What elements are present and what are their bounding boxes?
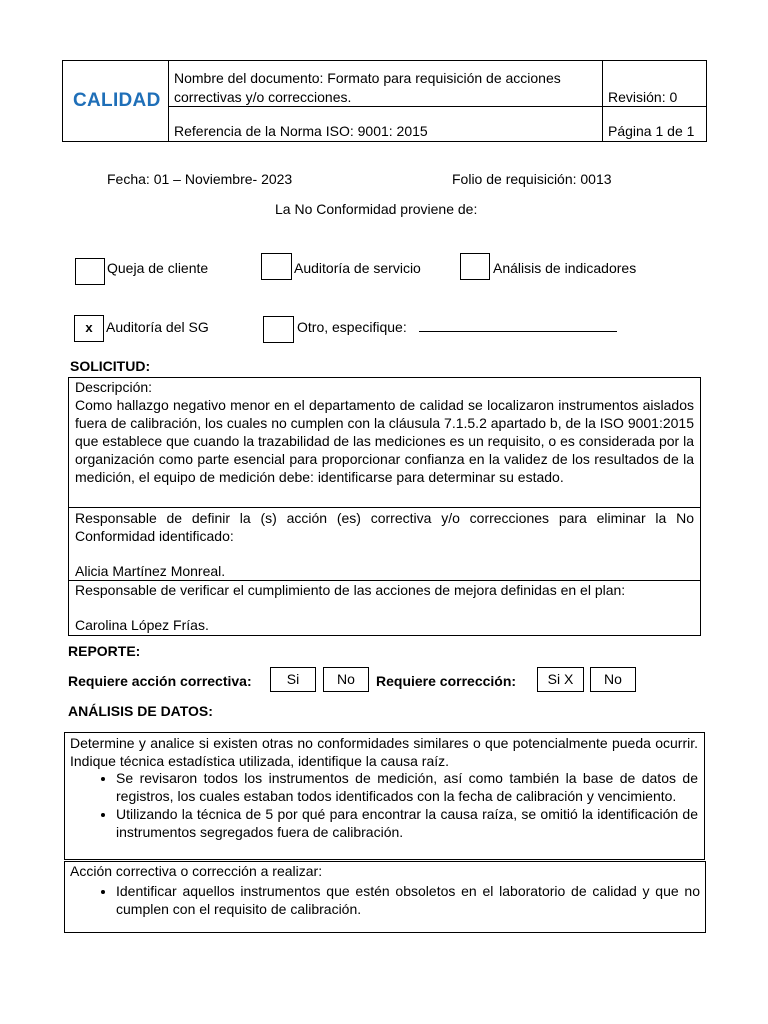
correccion-label: Requiere corrección: xyxy=(376,673,517,689)
header-col-divider-2 xyxy=(602,60,603,142)
accion-correctiva-label: Requiere acción correctiva: xyxy=(68,673,252,689)
correccion-no-box[interactable]: No xyxy=(590,667,636,692)
label-otro: Otro, especifique: xyxy=(297,319,407,335)
checkbox-auditoria-servicio[interactable] xyxy=(261,253,292,280)
origen-title: La No Conformidad proviene de: xyxy=(275,201,478,217)
folio-field: Folio de requisición: 0013 xyxy=(452,171,612,187)
responsable-verificar-name: Carolina López Frías. xyxy=(75,617,209,633)
revision-label: Revisión: 0 xyxy=(608,89,678,105)
doc-name-line2: correctivas y/o correcciones. xyxy=(174,89,352,105)
accion-label: Acción correctiva o corrección a realizar: xyxy=(70,863,323,879)
checkbox-otro[interactable] xyxy=(263,316,294,343)
doc-name-line1: Nombre del documento: Formato para requisición de acciones xyxy=(174,70,561,86)
responsable-definir-name: Alicia Martínez Monreal. xyxy=(75,563,226,579)
accion-correctiva-no-box[interactable]: No xyxy=(323,667,369,692)
analisis-bullet-item: • Utilizando la técnica de 5 por qué para encontrar la causa raíza, se omitió la identificación de instrumentos segregados fuera de calibración. xyxy=(116,805,698,841)
header-col-divider-1 xyxy=(168,60,169,142)
label-auditoria-servicio: Auditoría de servicio xyxy=(294,260,421,276)
checkbox-queja-cliente[interactable] xyxy=(75,258,105,285)
norma-reference: Referencia de la Norma ISO: 9001: 2015 xyxy=(174,123,428,139)
analisis-bullet-item: • Se revisaron todos los instrumentos de medición, así como también la base de datos de registros, los cuales estaban todos identificados con la fecha de calibración y vencimiento. xyxy=(116,769,698,805)
descripcion-text: Como hallazgo negativo menor en el departamento de calidad se localizaron instrumentos aislados fuera de calibración, los cuales no cumplen con la cláusula 7.1.5.2 apartado b, de la ISO 9001:2015 que establece que cuando la trazabilidad de las mediciones es un requisito, o es considerada por la organización como parte esencial para proporcionar confianza en la validez de los resultados de la medición, el equipo de medición debe: identificarse para determinar su estado. xyxy=(75,397,694,485)
header-row-divider xyxy=(168,106,707,107)
label-analisis-indicadores: Análisis de indicadores xyxy=(493,260,637,276)
analisis-bullet-list xyxy=(70,769,698,841)
fecha-field: Fecha: 01 – Noviembre- 2023 xyxy=(107,171,293,187)
checkbox-analisis-indicadores[interactable] xyxy=(460,253,490,280)
checkbox-auditoria-sg[interactable]: x xyxy=(74,315,104,342)
label-auditoria-sg: Auditoría del SG xyxy=(106,319,209,335)
descripcion-label: Descripción: xyxy=(75,379,153,395)
analisis-title: ANÁLISIS DE DATOS: xyxy=(68,703,213,719)
analisis-intro: Determine y analice si existen otras no conformidades similares o que potencialmente pueda ocurrir. Indique técnica estadística utilizada, identifique la causa raíz. xyxy=(70,735,698,769)
responsable-definir-label: Responsable de definir la (s) acción (es) correctiva y/o correcciones para eliminar la No Conformidad identificado: xyxy=(75,510,694,544)
accion-correctiva-si-box[interactable]: Si xyxy=(270,667,316,692)
company-logo: CALIDAD xyxy=(73,90,161,111)
otro-especifique-line[interactable] xyxy=(419,331,617,332)
accion-bullet-item: • Identificar aquellos instrumentos que estén obsoletos en el laboratorio de calidad y que no cumplen con el requisito de calibración. xyxy=(116,882,700,918)
correccion-si-box[interactable]: Si X xyxy=(537,667,584,692)
reporte-title: REPORTE: xyxy=(68,643,141,659)
page-number: Página 1 de 1 xyxy=(608,123,695,139)
responsable-verificar-label: Responsable de verificar el cumplimiento de las acciones de mejora definidas en el plan: xyxy=(75,582,626,598)
solicitud-title: SOLICITUD: xyxy=(70,358,151,374)
label-queja-cliente: Queja de cliente xyxy=(107,260,209,276)
accion-bullet-list xyxy=(70,882,700,918)
